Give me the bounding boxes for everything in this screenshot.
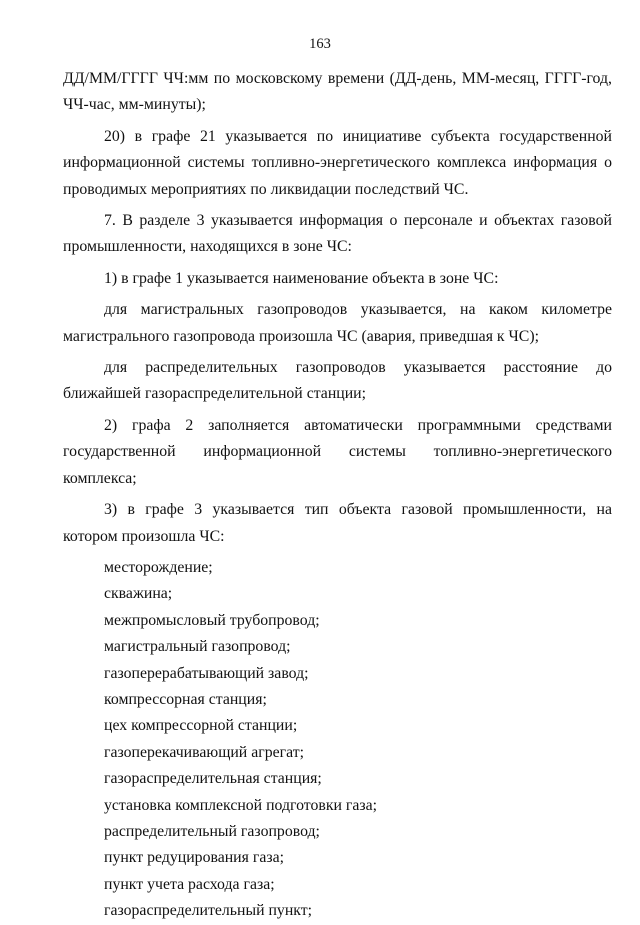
list-item: межпромысловый трубопровод;: [104, 611, 320, 629]
list-item: компрессорная станция;: [104, 690, 267, 708]
page-number: 163: [309, 36, 331, 52]
paragraph-distribution-pipelines: для распределительных газопроводов указывается расстояние до ближайшей газораспределительной станции;: [63, 359, 612, 403]
list-item: газораспределительный пункт;: [104, 902, 313, 920]
paragraph-item-20: 20) в графе 21 указывается по инициативе субъекта государственной информационной системы топливно-энергетического комплекса информация о проводимых мероприятиях по ликвидации последствий ЧС.: [63, 127, 612, 198]
object-type-list: [63, 555, 612, 925]
list-item: газоперекачивающий агрегат;: [104, 743, 304, 761]
list-item: газоперерабатывающий завод;: [104, 664, 309, 682]
page-body: [63, 66, 612, 925]
list-item: пункт учета расхода газа;: [104, 875, 275, 893]
paragraph-item-1: 1) в графе 1 указывается наименование объекта в зоне ЧС:: [104, 269, 499, 287]
paragraph-section-7: 7. В разделе 3 указывается информация о персонале и объектах газовой промышленности, находящихся в зоне ЧС:: [63, 212, 612, 256]
list-item: установка комплексной подготовки газа;: [104, 796, 378, 814]
list-item: месторождение;: [104, 558, 213, 576]
list-item: газораспределительная станция;: [104, 770, 322, 788]
list-item: скважина;: [104, 585, 173, 603]
paragraph-item-3: 3) в графе 3 указывается тип объекта газовой промышленности, на котором произошла ЧС:: [63, 501, 612, 545]
list-item: магистральный газопровод;: [104, 638, 291, 656]
list-item: пункт редуцирования газа;: [104, 849, 284, 867]
list-item: цех компрессорной станции;: [104, 717, 298, 735]
paragraph-datetime-format: ДД/ММ/ГГГГ ЧЧ:мм по московскому времени (ДД-день, ММ-месяц, ГГГГ-год, ЧЧ-час, мм-минуты);: [63, 70, 612, 114]
paragraph-main-pipelines: для магистральных газопроводов указывается, на каком километре магистрального газопровода произошла ЧС (авария, приведшая к ЧС);: [63, 301, 612, 345]
list-item: распределительный газопровод;: [104, 822, 320, 840]
paragraph-item-2: 2) графа 2 заполняется автоматически программными средствами государственной информационной системы топливно-энергетического комплекса;: [63, 416, 612, 487]
